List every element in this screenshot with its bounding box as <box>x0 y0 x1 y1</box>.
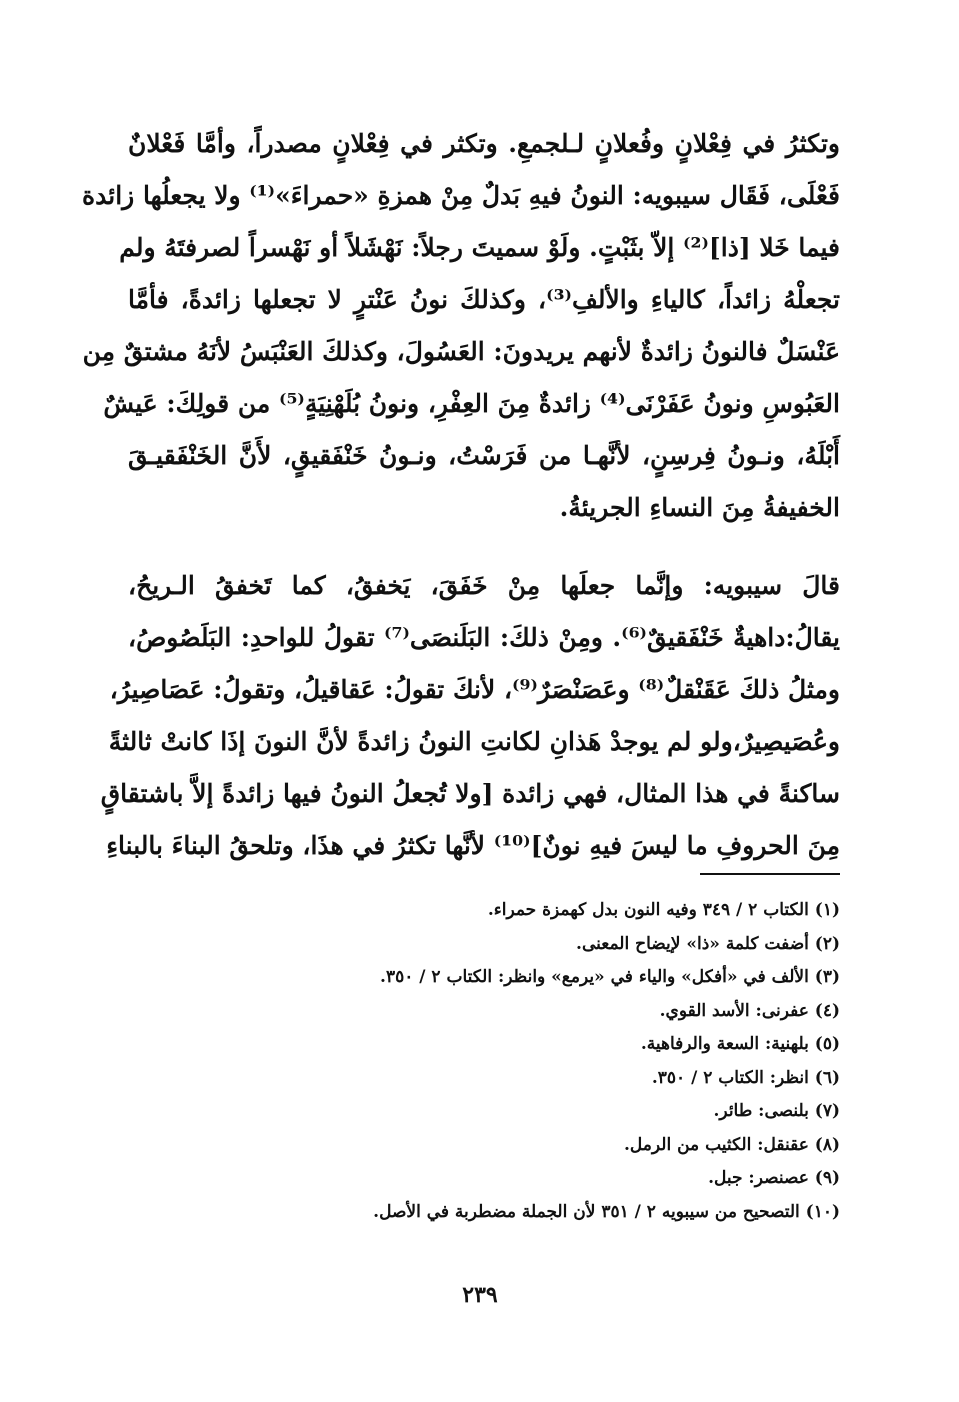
text-line: تجعلْهُ زائداً، كالياءِ والألفِ⁽³⁾، وكذلكَ نونُ عَنْترٍ لا تجعلها زائدةً، فأمَّا <box>128 285 840 314</box>
text-line: ساكنةً في هذا المثال، فهي زائدة [ولا تُجعلُ النونُ فيها زائدةً إلاَّ باشتقاقٍ <box>100 779 840 808</box>
text-line: فيما خَلا [ذا]⁽²⁾ إلاّ بثَبْتٍ. ولَوْ سميتَ رجلاً: نَهْشَلاً أو نَهْسراً لصرفتَهُ ولم <box>119 233 840 262</box>
text-line: العَبُوسِ ونونُ عَفَرْنَى⁽⁴⁾ زائدةٌ مِنَ العِفْرِ، ونونُ بُلَهْنِيَةٍ⁽⁵⁾ من قولِكَ: عَيشٌ <box>103 389 840 418</box>
footnote: (٧) بلنصى: طائر. <box>713 1101 840 1121</box>
main-text <box>82 118 840 872</box>
text-line: وتكثرُ في فِعْلانٍ وفُعلانٍ لـلجمعِ. وتكثر في فِعْلانٍ مصدراً، وأمَّا فَعْلانٌ <box>128 129 840 158</box>
footnote: (٤) عفرنى: الأسد القوي. <box>659 1000 840 1021</box>
text-line: مِنَ الحروفِ ما ليسَ فيهِ نونٌ]⁽¹⁰⁾ لأنَّها تكثرُ في هذَا، وتلحقُ البناءَ بالبناءِ <box>106 831 840 860</box>
footnote: (١٠) التصحيح من سيبويه ٢ / ٣٥١ لأن الجملة مضطربة في الأصل. <box>373 1201 840 1222</box>
text-line: عَنْسَلٌ فالنونُ زائدةٌ لأنهم يريدونَ: العَسُولَ، وكذلكَ العَنْبَسُ لأنَهُ مشتقٌ مِن <box>82 337 840 366</box>
text-line: ومثلُ ذلكَ عَقَنْقلٌ⁽⁸⁾ وعَصَنْصَرٌ⁽⁹⁾، لأنكَ تقولُ: عَقاقيلُ، وتقولُ: عَصَاصِيرُ، <box>109 675 840 704</box>
footnote: (٣) الألف في «أفكل» والياء في «يرمع» وانظر: الكتاب ٢ / ٣٥٠. <box>380 967 840 987</box>
paragraph-gap <box>128 534 840 560</box>
text-line: قالَ سيبويه: وإنَّما جعلَها مِنْ خَفَقَ، يَخفقُ، كما تَخفقُ الـريحُ، <box>128 571 840 600</box>
footnote: (٨) عقنقل: الكثيب من الرمل. <box>624 1134 840 1155</box>
text-line: وعُصَيصِيرٌ،ولو لم يوجدْ هَذانِ لكانتِ النونُ زائدةً لأنَّ النونَ إذَا كانتْ ثالثةً <box>108 727 840 756</box>
footnote-separator <box>700 873 840 875</box>
text-line: فَعْلَى، فَقَال سيبويه: النونُ فيهِ بَدلٌ مِنْ همزةِ «حمراءَ»⁽¹⁾ ولا يجعلُها زائدة <box>82 181 840 210</box>
footnote: (٢) أضفت كلمة «ذا» لإيضاح المعنى. <box>576 933 840 954</box>
footnotes <box>200 894 840 1229</box>
footnote: (٩) عصنصر: جبل. <box>708 1168 840 1188</box>
footnote: (٦) انظر: الكتاب ٢ / ٣٥٠. <box>651 1067 840 1088</box>
footnote: (٥) بلهنية: السعة والرفاهية. <box>640 1034 840 1054</box>
text-line: الخفيفةُ مِنَ النساءِ الجريئةُ. <box>559 493 840 522</box>
text-line: أَبْلَهُ، ونـونُ فِرسِنٍ، لأنَّهـا من فَرَسْتُ، ونـونُ خَنْفَقيقٍ، لأَنَّ الخَنْفَقيـقَ <box>128 441 840 470</box>
page-number: ٢٣٩ <box>462 1282 498 1308</box>
text-line: يقالُ:داهيةٌ خَنْفَقيقٌ⁽⁶⁾. ومِنْ ذلكَ: البَلَنصَى⁽⁷⁾ تقولُ للواحدِ: البَلَصُوصُ، <box>128 623 840 652</box>
footnote: (١) الكتاب ٢ / ٣٤٩ وفيه النون بدل كهمزة حمراء. <box>487 900 840 920</box>
